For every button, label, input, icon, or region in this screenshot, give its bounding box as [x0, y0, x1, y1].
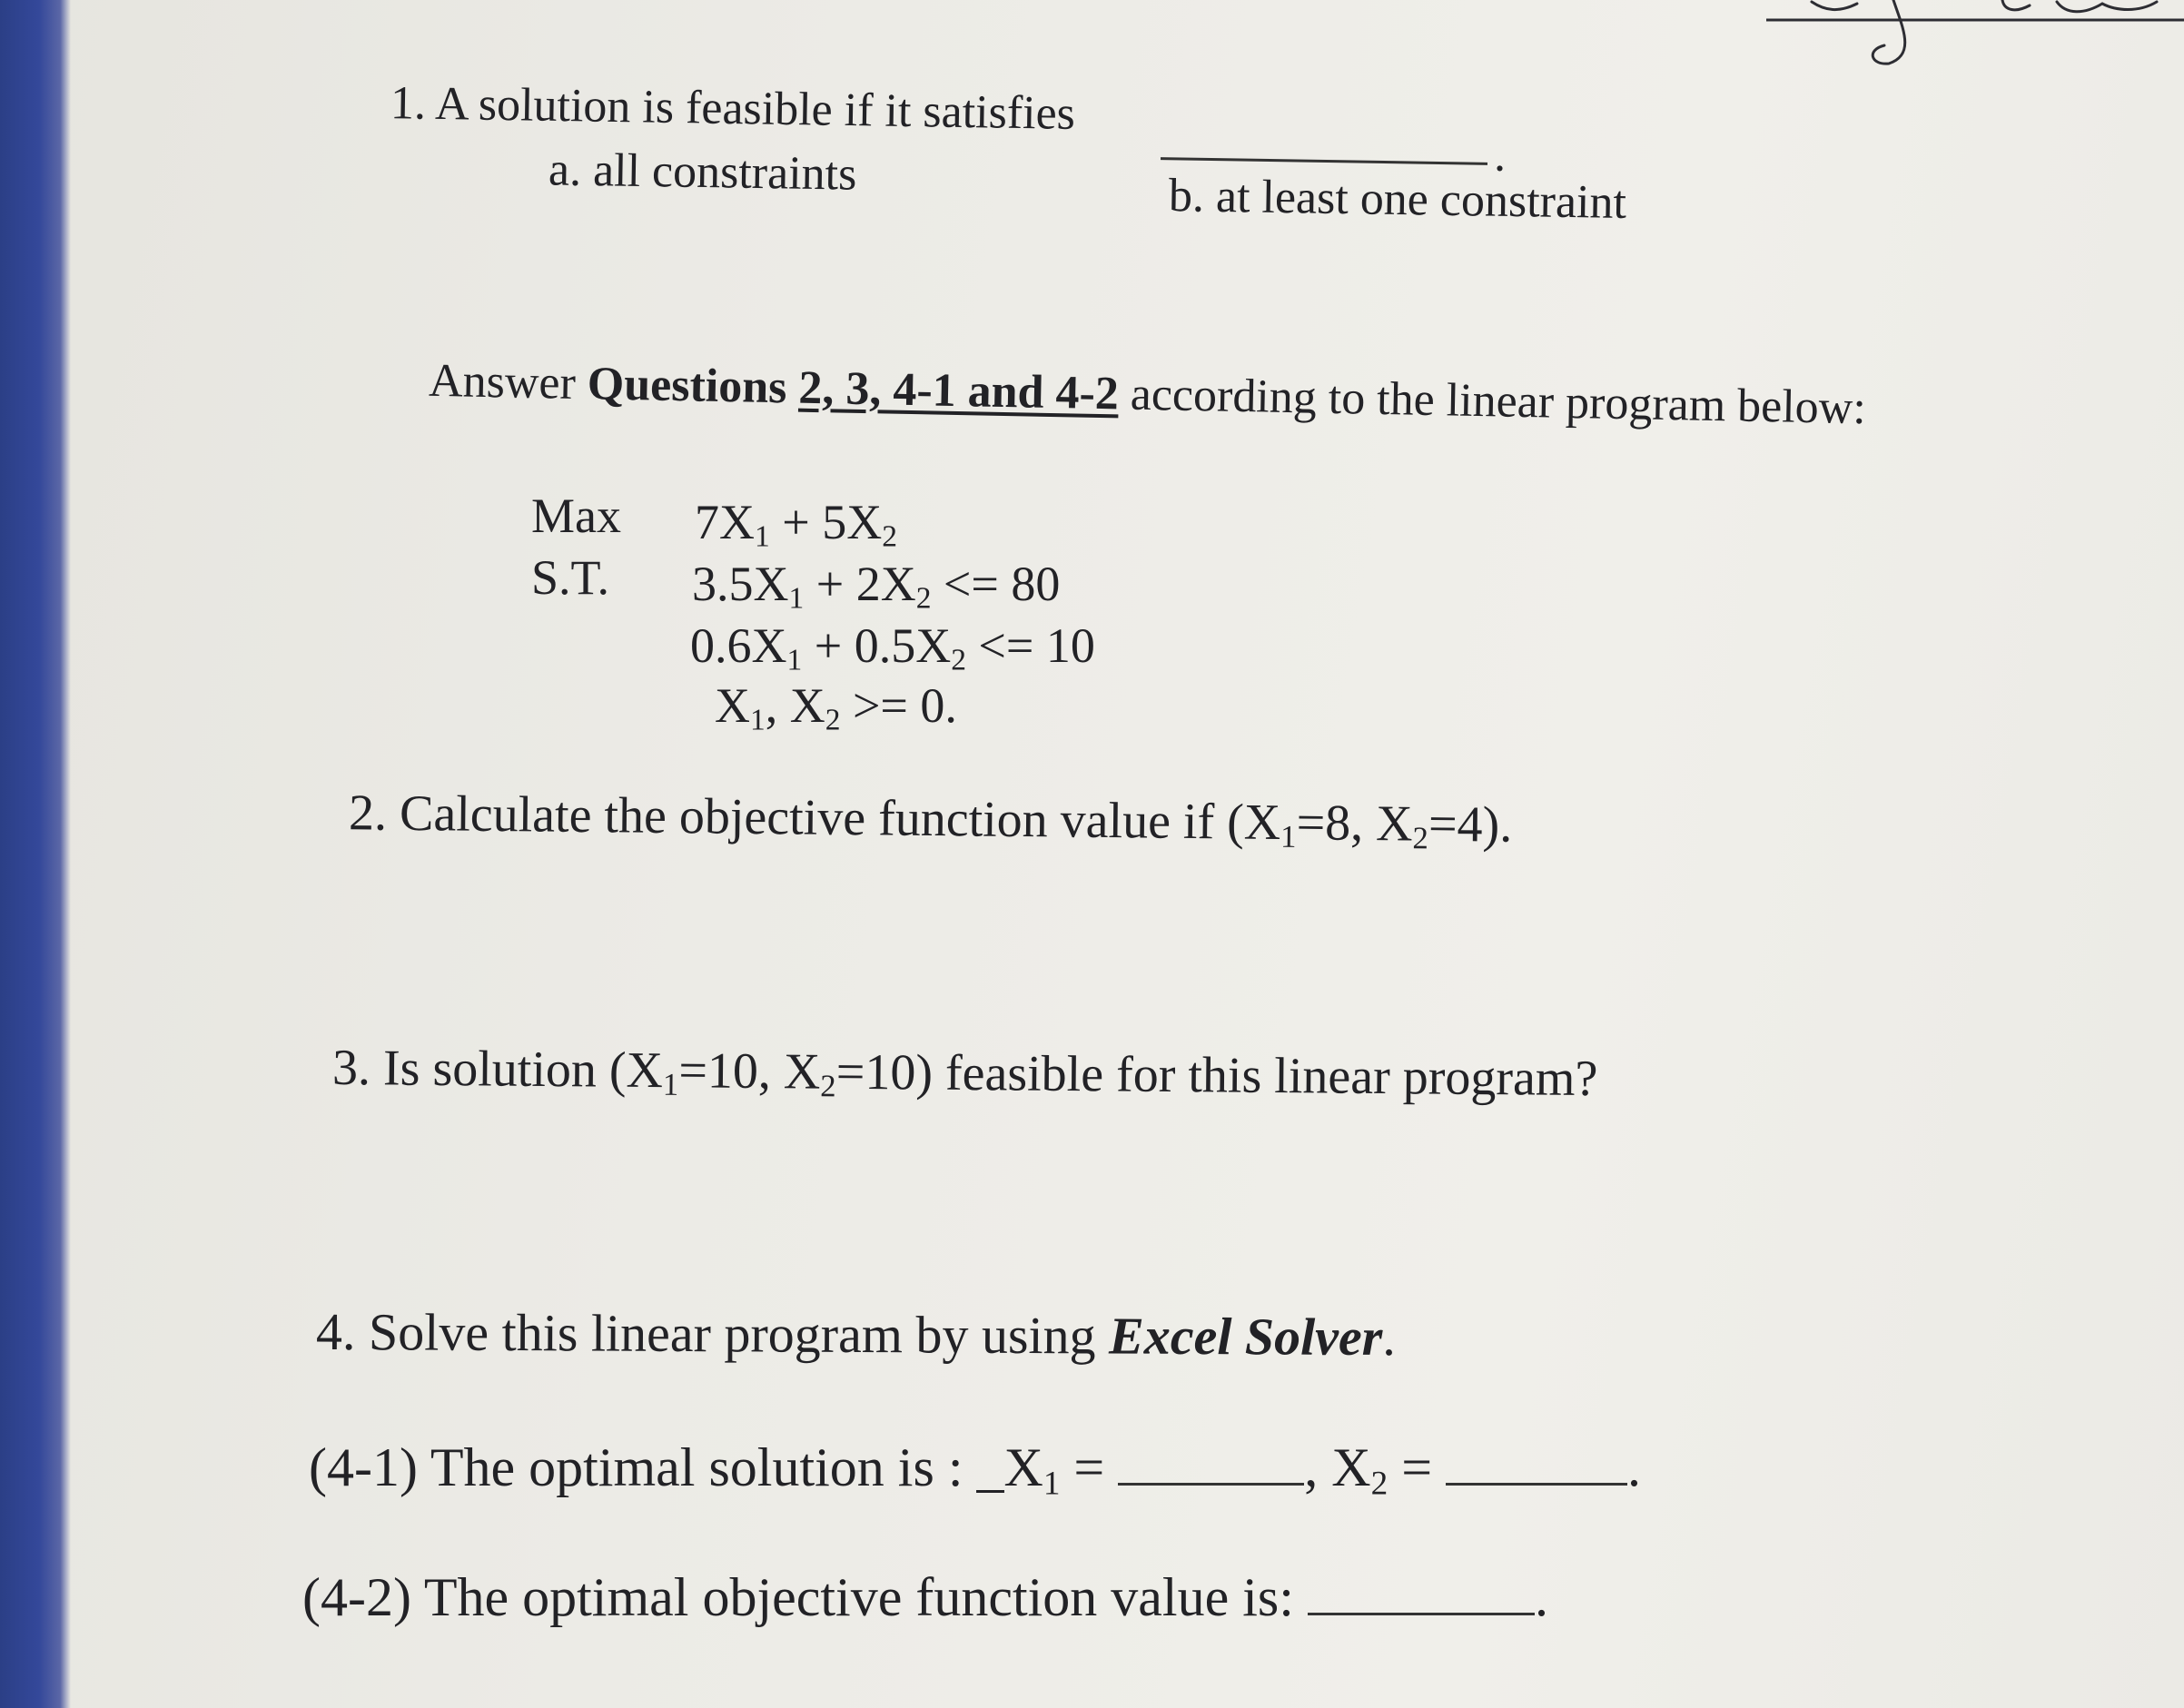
question-2: 2. Calculate the objective function value if ($X_1=8$, $X_2=4$). — [348, 785, 1513, 856]
question-4-2: (4-2) The optimal objective function value is: . — [302, 1567, 1548, 1627]
question-3: 3. Is solution ($X_1=10$, $X_2=10$) feasible for this linear program? — [331, 1039, 1598, 1108]
instructions: Answer Questions 2, 3, 4-1 and 4-2 according to the linear program below: — [428, 354, 1867, 435]
constraint-2: $0.6X_1 + 0.5X_2 <= 10$ — [690, 618, 1095, 677]
question-4-1: (4-1) The optimal solution is : $\_X_1$ = , $X_2$ = . — [309, 1437, 1642, 1503]
max-label: Max — [531, 489, 621, 543]
question-references: 2, 3, 4-1 and 4-2 — [797, 361, 1120, 420]
question-1-option-b: b. at least one constraint — [1168, 170, 1627, 229]
non-negativity-constraint: $X_1$, $X_2 >= 0$. — [715, 678, 957, 737]
x2-answer-blank[interactable] — [1446, 1483, 1627, 1486]
objective-value-answer-blank[interactable] — [1308, 1613, 1535, 1615]
question-1-period: . — [1494, 130, 1506, 182]
question-1-option-a: a. all constraints — [548, 143, 857, 201]
objective-function: $7X_1 + 5X_2$ — [695, 495, 897, 554]
x1-answer-blank[interactable] — [1118, 1483, 1304, 1486]
subject-to-label: S.T. — [531, 550, 610, 605]
binder-edge — [0, 0, 71, 1708]
constraint-1: $3.5X_1 + 2X_2 <= 80$ — [692, 557, 1061, 616]
question-1-stem: 1. A solution is feasible if it satisfies — [390, 77, 1076, 140]
question-4: 4. Solve this linear program by using Excel Solver. — [315, 1301, 1397, 1367]
name-handwriting — [1757, 0, 2184, 73]
